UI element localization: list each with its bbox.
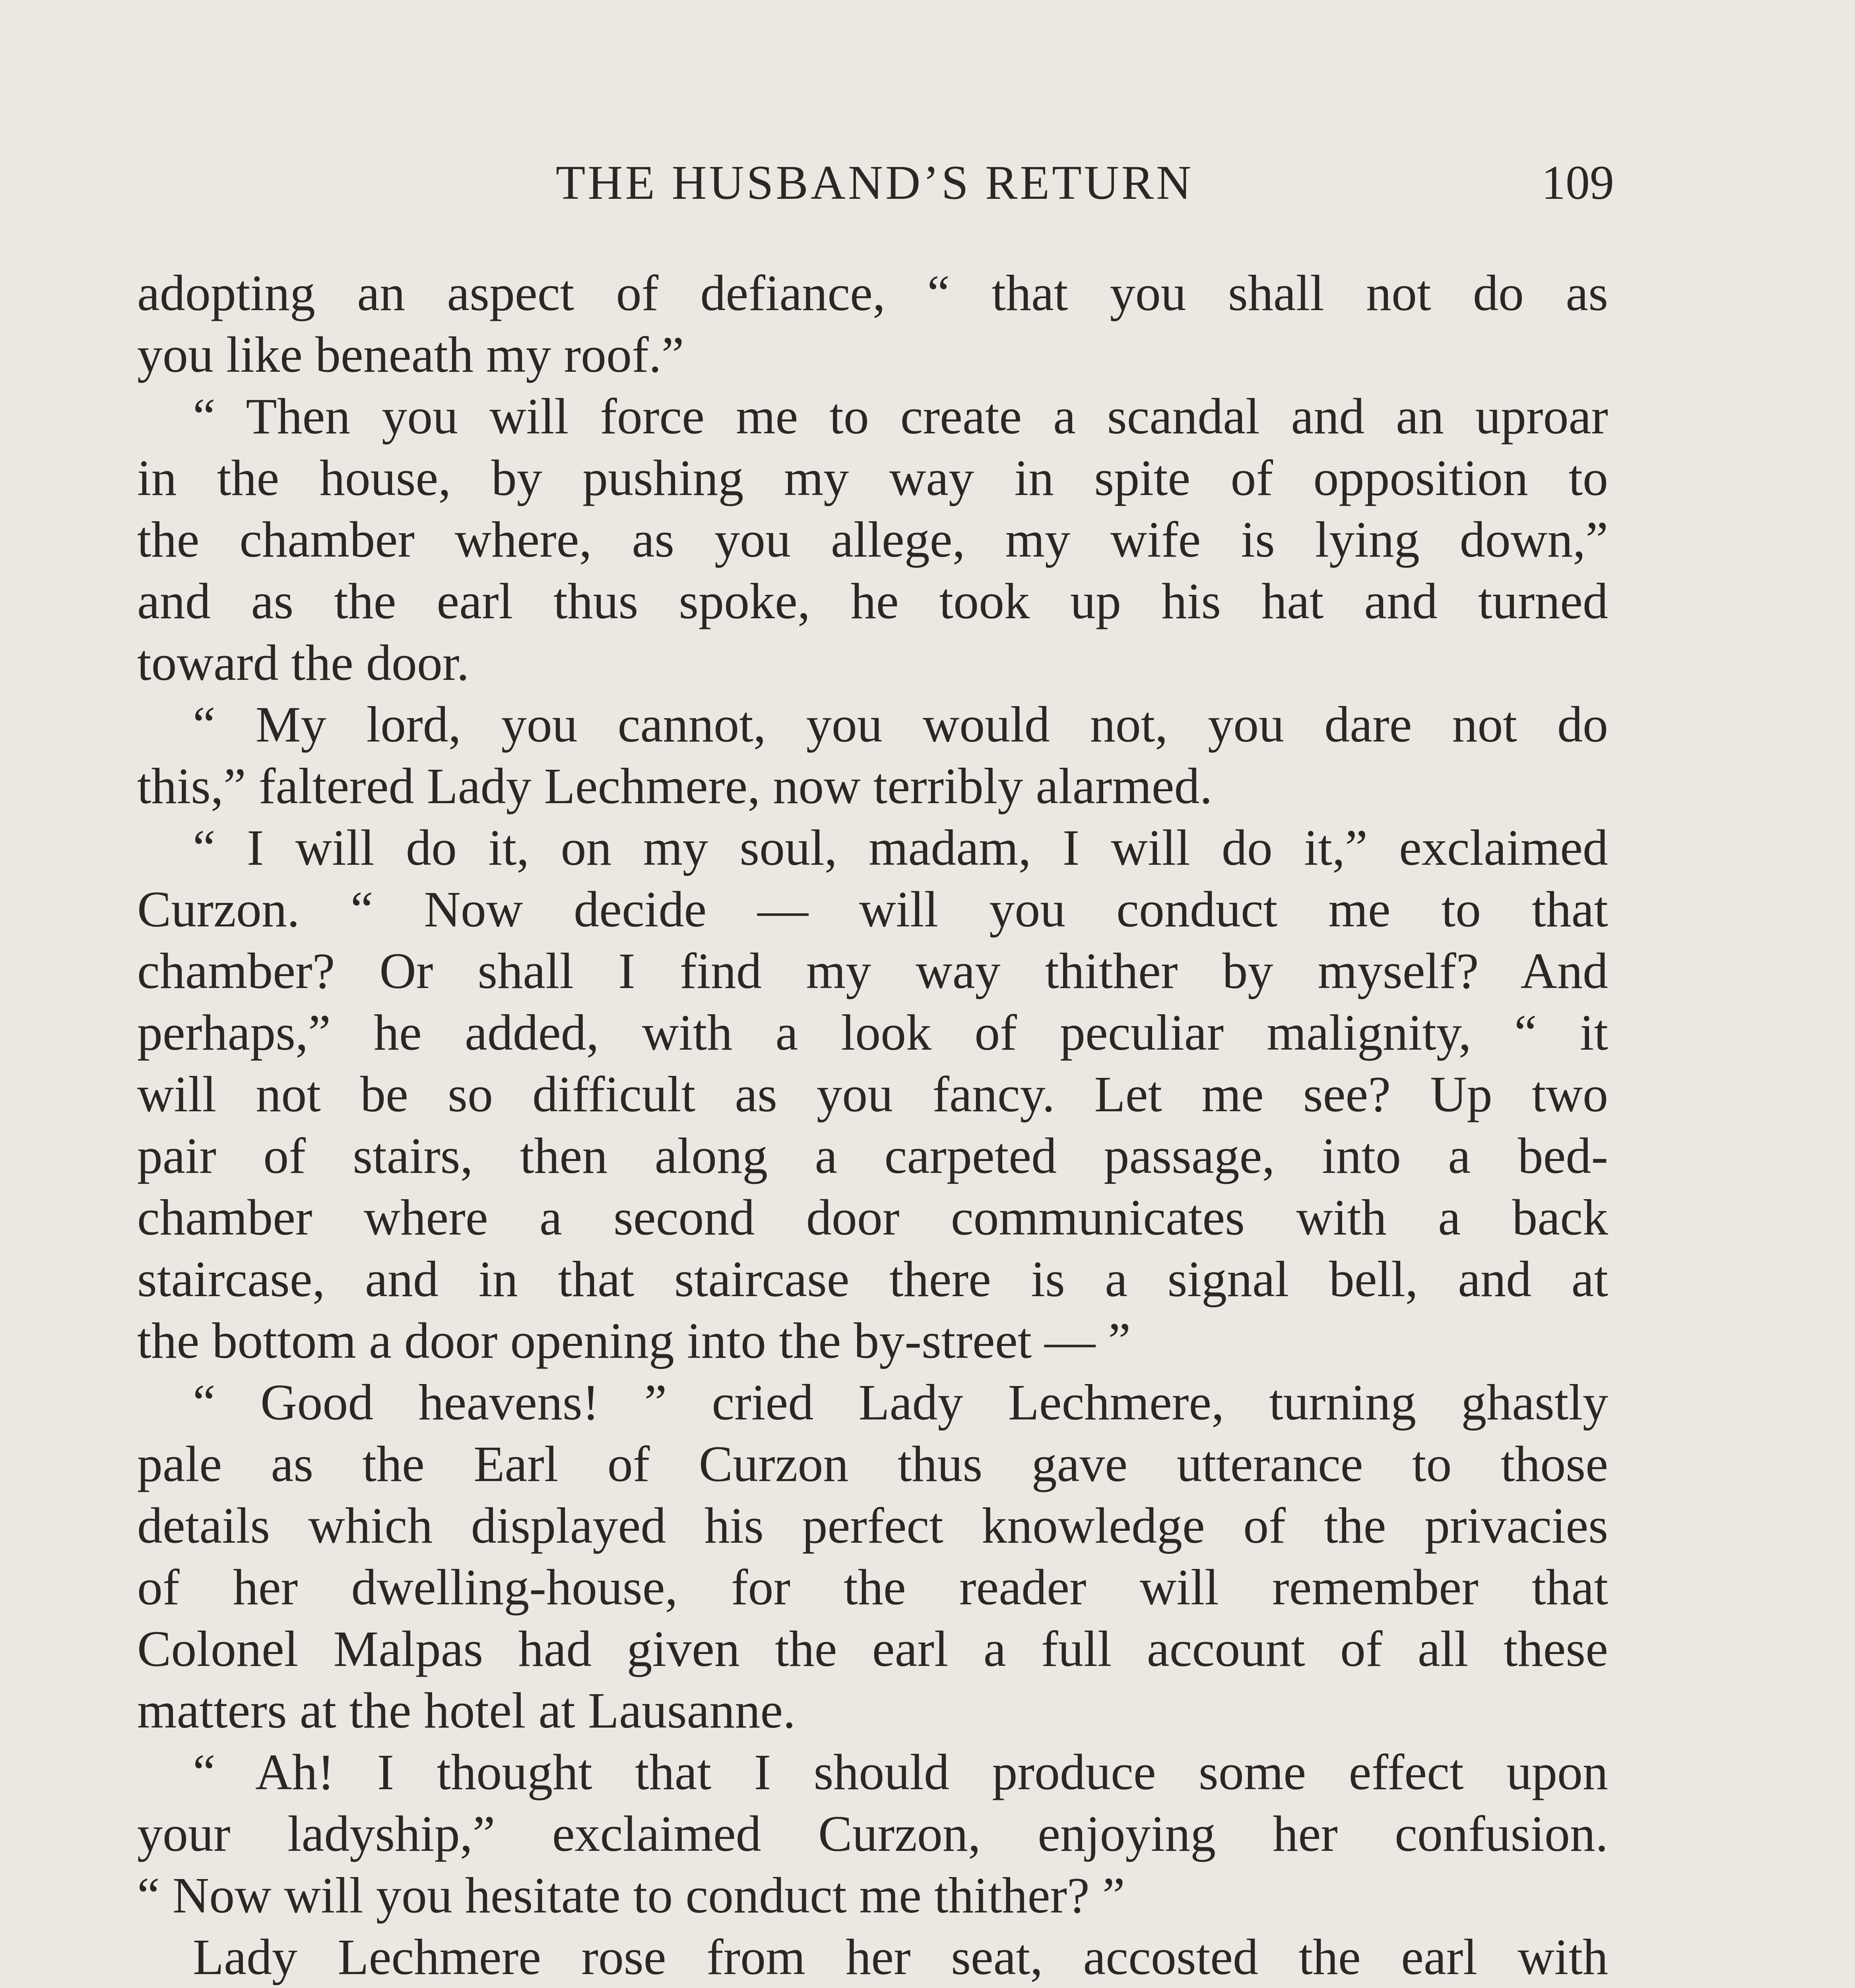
- text-line: chamber where a second door communicates with a back: [137, 1189, 1608, 1246]
- text-line: toward the door.: [137, 635, 470, 691]
- text-line: matters at the hotel at Lausanne.: [137, 1682, 796, 1739]
- text-line: of her dwelling-house, for the reader will remember that: [137, 1559, 1608, 1615]
- text-line: in the house, by pushing my way in spite of opposition to: [137, 450, 1608, 506]
- text-line: “ My lord, you cannot, you would not, you dare not do: [193, 696, 1608, 753]
- text-line: details which displayed his perfect knowledge of the privacies: [137, 1497, 1608, 1554]
- text-line: pair of stairs, then along a carpeted passage, into a bed-: [137, 1128, 1608, 1184]
- text-line: Lady Lechmere rose from her seat, accosted the earl with: [193, 1929, 1608, 1985]
- text-line: your ladyship,” exclaimed Curzon, enjoying her confusion.: [137, 1806, 1608, 1862]
- text-line: the bottom a door opening into the by-street — ”: [137, 1312, 1131, 1369]
- text-line: and as the earl thus spoke, he took up his hat and turned: [137, 573, 1608, 629]
- text-line: this,” faltered Lady Lechmere, now terribly alarmed.: [137, 758, 1213, 814]
- text-line: pale as the Earl of Curzon thus gave utterance to those: [137, 1436, 1608, 1492]
- text-line: the chamber where, as you allege, my wife is lying down,”: [137, 511, 1608, 568]
- page-number: 109: [1541, 156, 1614, 210]
- text-line: Colonel Malpas had given the earl a full account of all these: [137, 1621, 1608, 1677]
- text-line: “ Ah! I thought that I should produce some effect upon: [193, 1744, 1608, 1800]
- text-line: adopting an aspect of defiance, “ that you shall not do as: [137, 265, 1608, 321]
- text-line: “ I will do it, on my soul, madam, I will do it,” exclaimed: [193, 819, 1608, 876]
- text-line: staircase, and in that staircase there is a signal bell, and at: [137, 1251, 1608, 1307]
- text-line: “ Now will you hesitate to conduct me thither? ”: [137, 1867, 1125, 1924]
- page-header: [135, 151, 1614, 215]
- body-text: [137, 262, 1608, 1988]
- running-title: THE HUSBAND’S RETURN: [555, 156, 1194, 210]
- text-line: Curzon. “ Now decide — will you conduct me to that: [137, 881, 1608, 938]
- text-line: “ Then you will force me to create a scandal and an uproar: [193, 388, 1608, 445]
- text-line: chamber? Or shall I find my way thither by myself? And: [137, 943, 1608, 999]
- text-line: “ Good heavens! ” cried Lady Lechmere, turning ghastly: [193, 1374, 1608, 1431]
- text-line: will not be so difficult as you fancy. Let me see? Up two: [137, 1066, 1608, 1122]
- text-line: you like beneath my roof.”: [137, 326, 684, 383]
- text-line: perhaps,” he added, with a look of peculiar malignity, “ it: [137, 1004, 1608, 1061]
